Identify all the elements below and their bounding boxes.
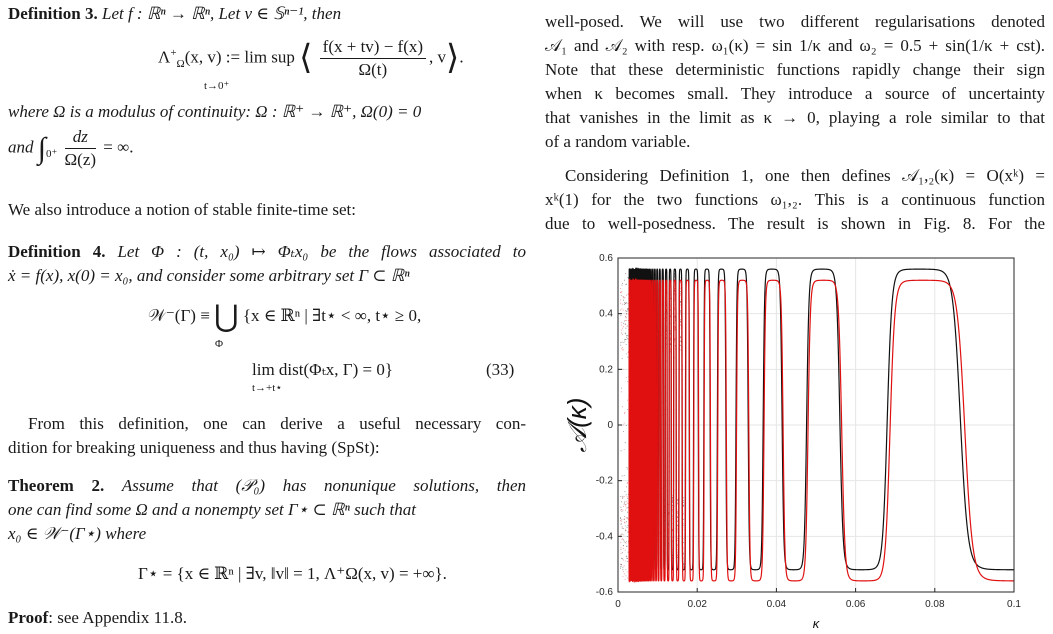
- integral-denominator: Ω(z): [64, 150, 97, 169]
- y-tick-label: 0.6: [599, 253, 613, 264]
- gamma-star-equation: Γ⋆ = {x ∈ ℝⁿ | ∃v, ‖v‖ = 1, Λ⁺Ω(x, v) = +∞}.: [138, 564, 447, 583]
- right-angle: ⟩: [446, 39, 460, 77]
- eq33-dist: dist(Φₜx, Γ) = 0}: [278, 360, 393, 379]
- y-tick-label: 0.4: [599, 308, 613, 320]
- lambda-symbol: Λ: [158, 47, 171, 67]
- eq33-lhs: 𝒲⁻(Γ) ≡: [148, 306, 210, 325]
- where-and: and: [8, 137, 34, 157]
- where-line-2: [8, 126, 134, 171]
- integral-symbol: ∫: [37, 131, 46, 165]
- proof-label: Proof: [8, 608, 49, 627]
- y-tick-label: -0.4: [595, 531, 613, 543]
- lambda-sub: Ω: [176, 57, 185, 70]
- stable-intro: We also introduce a notion of stable finite-time set:: [8, 200, 356, 219]
- theorem-2-text-1: Assume that (𝒫₀) has nonunique solutions, then: [121, 476, 527, 495]
- right-line-5: that vanishes in the limit as κ → 0, playing a role similar to that: [545, 108, 1045, 127]
- eq33-lim-subscript: t→+t⋆: [252, 382, 283, 394]
- eq33-lim: lim: [252, 360, 275, 379]
- right-line-7: Considering Definition 1, one then defines 𝒜₁,₂(κ) = O(xᵏ) =: [565, 166, 1045, 185]
- integral-lower-limit: 0⁺: [45, 147, 58, 160]
- definition-3-statement: [8, 2, 341, 26]
- lambda-numerator: f(x + tv) − f(x): [320, 36, 426, 59]
- lambda-tail: , v: [429, 47, 447, 67]
- definition-3-text: Let f : ℝⁿ → ℝⁿ, Let v ∈ 𝕊ⁿ⁻¹, then: [101, 4, 342, 23]
- x-tick-label: 0.06: [845, 599, 866, 610]
- integral-numerator: dz: [65, 126, 97, 149]
- from-definition-line-2: dition for breaking uniqueness and thus having (SpSt):: [8, 438, 380, 457]
- theorem-2-label: Theorem 2.: [8, 476, 105, 495]
- theorem-2-line-3: x₀ ∈ 𝒲⁻(Γ⋆) where: [8, 524, 147, 543]
- x-tick-label: 0.1: [1007, 599, 1021, 610]
- integral-fraction: [65, 126, 97, 171]
- proof-line: [8, 606, 187, 630]
- lambda-sup: +: [170, 46, 177, 59]
- proof-text: : see Appendix 11.8.: [48, 608, 187, 627]
- big-union-symbol: ⋃: [214, 300, 239, 334]
- lambda-end: .: [459, 47, 464, 67]
- limsup-subscript: t→0⁺: [204, 80, 230, 92]
- right-line-6: of a random variable.: [545, 132, 691, 151]
- eq33-set: {x ∈ ℝⁿ | ∃t⋆ < ∞, t⋆ ≥ 0,: [242, 306, 422, 325]
- equation-number-33: (33): [486, 360, 515, 379]
- theorem-2-line-2: one can find some Ω and a nonempty set Γ⋆ ⊂ ℝⁿ such that: [8, 500, 416, 519]
- y-axis-label: 𝒜(κ): [562, 397, 592, 453]
- x-tick-label: 0.02: [687, 599, 707, 610]
- equation-33-bottom: [252, 358, 393, 382]
- definition-4-line-2: ẋ = f(x), x(0) = x₀, and consider some arbitrary set Γ ⊂ ℝⁿ: [8, 266, 410, 285]
- right-line-1: well-posed. We will use two different regularisations denoted: [545, 12, 1045, 31]
- left-angle: ⟨: [299, 39, 313, 77]
- equation-33-top: [148, 300, 422, 334]
- y-tick-label: 0: [607, 420, 613, 431]
- right-line-8: xᵏ(1) for the two functions ω₁,₂. This is a continuous function: [545, 190, 1045, 209]
- right-line-2: 𝒜₁ and 𝒜₂ with resp. ω₁(κ) = sin 1/κ and ω₂ = 0.5 + sin(1/κ + cst).: [545, 36, 1045, 55]
- x-tick-label: 0.04: [766, 599, 787, 610]
- theorem-2-line-1: [8, 474, 526, 498]
- y-tick-label: -0.6: [595, 587, 613, 598]
- x-tick-label: 0: [615, 599, 621, 610]
- definition-4-label: Definition 4.: [8, 242, 106, 261]
- figure-8-chart: [562, 250, 1030, 631]
- right-line-4: when κ becomes small. They introduce a source of uncertainty: [545, 84, 1045, 103]
- y-tick-label: -0.2: [595, 475, 613, 487]
- from-definition-line-1: [28, 412, 526, 436]
- where-line-1: where Ω is a modulus of continuity: Ω : ℝ⁺ → ℝ⁺, Ω(0) = 0: [8, 102, 422, 121]
- x-axis-label: κ: [812, 616, 820, 631]
- lambda-args: (x, v) := lim sup: [184, 47, 295, 67]
- x-tick-label: 0.08: [925, 599, 945, 610]
- definition-4-text-1: Let Φ : (t, x₀) ↦ Φₜx₀ be the flows associated to: [117, 242, 526, 261]
- from-definition-text-1: From this definition, one can derive a useful necessary con-: [28, 414, 526, 433]
- y-tick-label: 0.2: [599, 364, 613, 376]
- lambda-denominator: Ω(t): [358, 60, 388, 79]
- definition-4-line-1: [8, 240, 526, 264]
- eq33-union-subscript: Φ: [215, 338, 224, 350]
- definition-3-label: Definition 3.: [8, 4, 98, 23]
- right-line-9: due to well-posedness. The result is shown in Fig. 8. For the: [545, 214, 1045, 233]
- right-line-3: Note that these deterministic functions rapidly change their sign: [545, 60, 1045, 79]
- lambda-fraction: [320, 36, 426, 81]
- lambda-equation: [158, 36, 464, 81]
- integral-result: = ∞.: [103, 137, 134, 157]
